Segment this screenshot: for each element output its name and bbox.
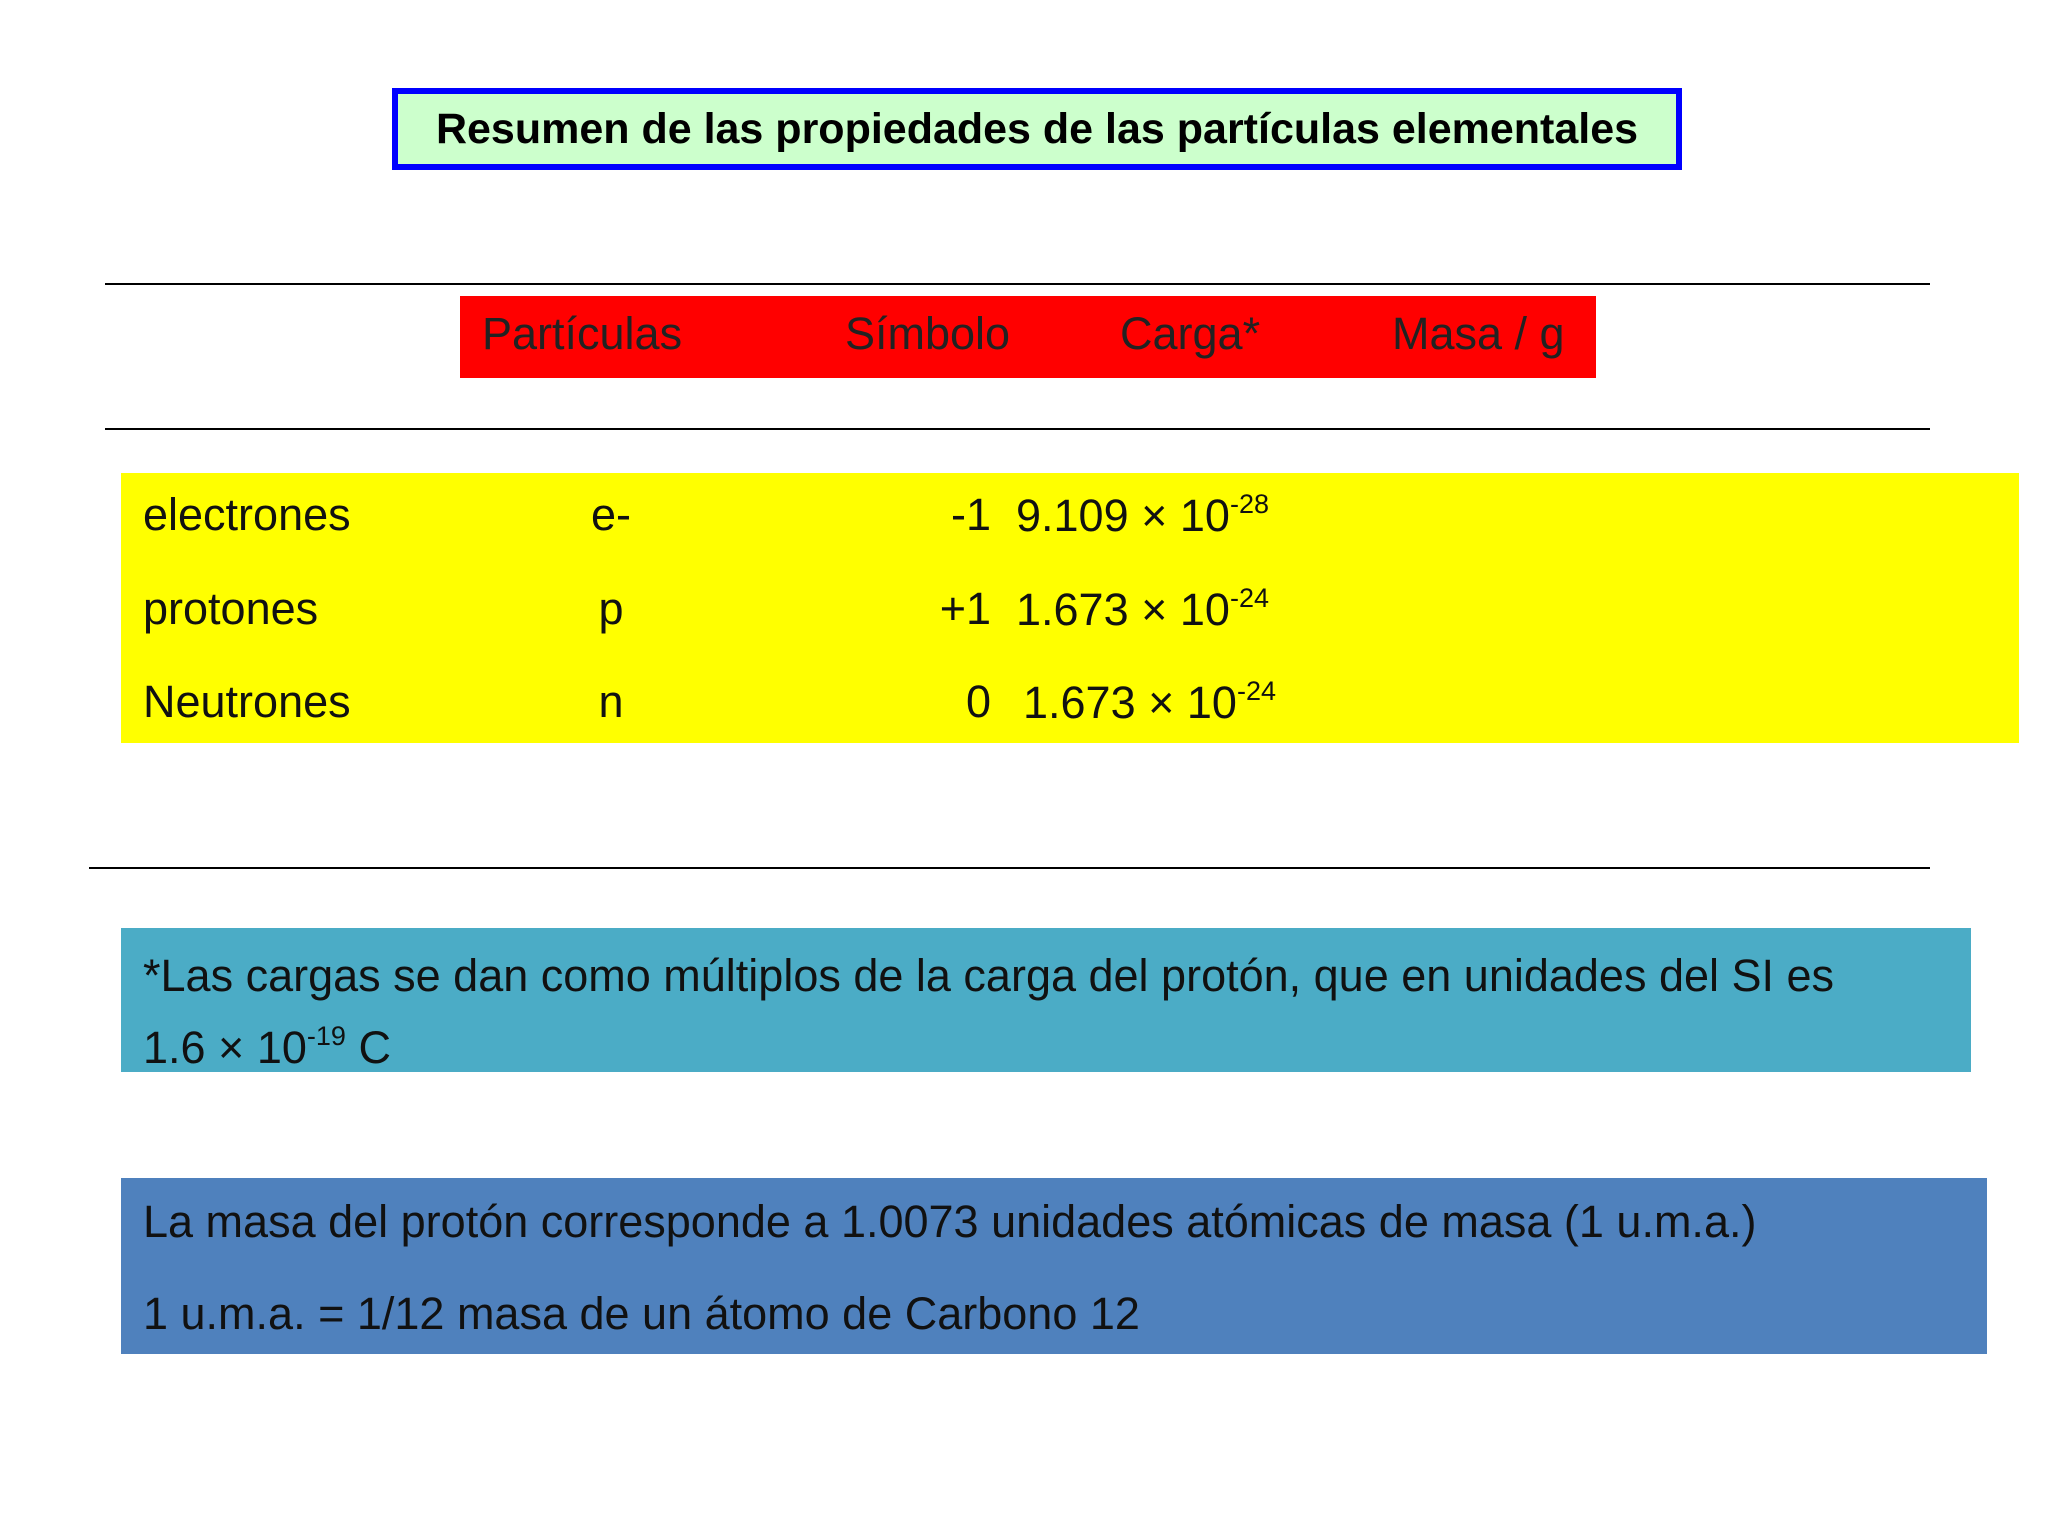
note-line-1: *Las cargas se dan como múltiplos de la carga del protón, que en unidades del SI es — [143, 950, 1835, 1001]
note-unit: C — [345, 1022, 391, 1073]
divider-header-bottom — [105, 428, 1930, 430]
mass-info — [121, 1178, 1987, 1354]
mass-exponent: -24 — [1229, 583, 1269, 613]
info-line-1: La masa del protón corresponde a 1.0073 unidades atómicas de masa (1 u.m.a.) — [143, 1196, 1757, 1247]
row-charge: 0 — [965, 676, 991, 727]
slide-title: Resumen de las propiedades de las partículas elementales — [435, 104, 1639, 153]
row-name: electrones — [143, 489, 351, 540]
mass-base: 1.673 × 10 — [1023, 677, 1237, 728]
row-symbol: p — [598, 583, 624, 634]
header-mass: Masa / g — [1392, 308, 1565, 359]
mass-base: 1.673 × 10 — [1016, 584, 1230, 635]
table-header — [460, 296, 1596, 378]
row-mass — [1016, 489, 1269, 542]
charge-note — [121, 928, 1971, 1072]
header-particles: Partículas — [482, 308, 683, 359]
note-line-2 — [143, 1006, 1949, 1078]
divider-top — [105, 283, 1930, 285]
mass-exponent: -28 — [1229, 489, 1269, 519]
row-charge: -1 — [950, 489, 991, 540]
info-line-2: 1 u.m.a. = 1/12 masa de un átomo de Carbono 12 — [143, 1288, 1140, 1339]
row-charge: +1 — [939, 583, 991, 634]
table-row — [121, 583, 2019, 663]
note-exponent: -19 — [306, 1021, 346, 1051]
row-mass — [1023, 676, 1276, 729]
table-row — [121, 489, 2019, 569]
divider-body-bottom — [89, 867, 1930, 869]
table-body — [121, 473, 2019, 743]
row-mass — [1016, 583, 1269, 636]
header-charge: Carga* — [1120, 308, 1261, 359]
row-name: Neutrones — [143, 676, 351, 727]
header-symbol: Símbolo — [845, 308, 1011, 359]
row-name: protones — [143, 583, 319, 634]
mass-base: 9.109 × 10 — [1016, 490, 1230, 541]
title-box — [392, 88, 1682, 170]
row-symbol: n — [598, 676, 624, 727]
mass-exponent: -24 — [1236, 676, 1276, 706]
row-symbol: e- — [590, 489, 631, 540]
note-base: 1.6 × 10 — [143, 1022, 307, 1073]
table-row — [121, 676, 2019, 756]
